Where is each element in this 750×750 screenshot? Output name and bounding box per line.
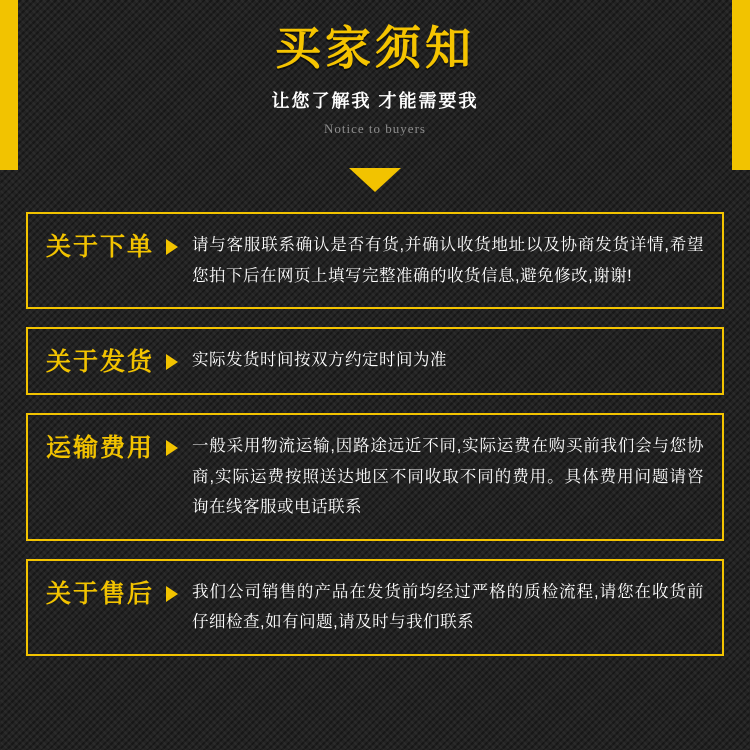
notice-item-text: 请与客服联系确认是否有货,并确认收货地址以及协商发货详情,希望您拍下后在网页上填写完整准确的收货信息,避免修改,谢谢! [192,236,704,285]
triangle-right-icon [166,354,178,370]
header [0,0,750,170]
notice-item-after-sales [26,559,724,656]
arrow-down-icon [349,168,401,192]
notice-item-label: 运输费用 [46,434,155,463]
notice-item-text: 一般采用物流运输,因路途远近不同,实际运费在购买前我们会与您协商,实际运费按照送达地区不同收取不同的费用。具体费用问题请咨询在线客服或电话联系 [192,437,704,517]
notice-item-shipping [26,327,724,395]
notice-item-freight [26,413,724,541]
notice-item-text: 我们公司销售的产品在发货前均经过严格的质检流程,请您在收货前仔细检查,如有问题,请及时与我们联系 [192,582,704,632]
page-subtitle-en: Notice to buyers [324,120,426,136]
triangle-right-icon [166,239,178,255]
notice-list [0,170,750,656]
notice-item-label: 关于下单 [46,233,155,261]
notice-item-text: 实际发货时间按双方约定时间为准 [192,351,448,370]
triangle-right-icon [166,586,178,602]
notice-item-label: 关于售后 [46,579,155,608]
notice-item-label: 关于发货 [46,348,155,377]
triangle-right-icon [166,440,178,456]
page-subtitle: 让您了解我 才能需要我 [271,90,479,111]
notice-item-ordering [26,212,724,309]
page-title: 买家须知 [275,22,475,74]
